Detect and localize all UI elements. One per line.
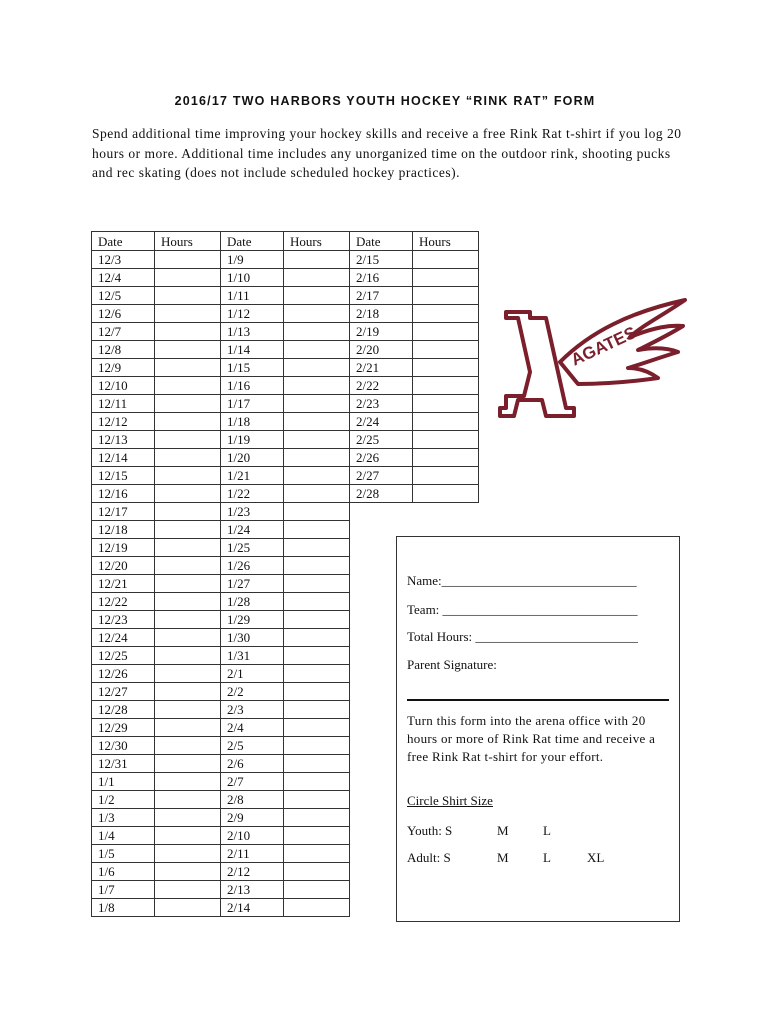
logo-text: AGATES (568, 322, 640, 370)
hours-cell[interactable] (155, 845, 221, 863)
date-cell: 1/28 (221, 593, 284, 611)
hours-cell[interactable] (284, 431, 350, 449)
hours-cell[interactable] (155, 575, 221, 593)
header-date-1: Date (92, 232, 155, 251)
hours-cell[interactable] (413, 341, 479, 359)
hours-cell[interactable] (155, 485, 221, 503)
date-cell: 12/20 (92, 557, 155, 575)
table-row (92, 449, 479, 467)
date-cell: 12/28 (92, 701, 155, 719)
table-header-row (92, 232, 479, 251)
date-cell: 1/13 (221, 323, 284, 341)
date-cell: 2/18 (350, 305, 413, 323)
date-cell: 1/10 (221, 269, 284, 287)
table-row (92, 413, 479, 431)
hours-cell[interactable] (284, 791, 350, 809)
table-row (92, 503, 479, 521)
date-cell: 1/8 (92, 899, 155, 917)
date-cell: 12/19 (92, 539, 155, 557)
hours-cell[interactable] (284, 341, 350, 359)
table-row (92, 377, 479, 395)
date-cell: 12/17 (92, 503, 155, 521)
date-cell: 1/31 (221, 647, 284, 665)
table-row (92, 323, 479, 341)
hours-cell[interactable] (284, 557, 350, 575)
hours-cell[interactable] (284, 647, 350, 665)
info-box (396, 536, 680, 922)
hours-cell[interactable] (284, 701, 350, 719)
hours-cell[interactable] (155, 899, 221, 917)
signature-line[interactable] (407, 699, 669, 701)
date-cell: 12/9 (92, 359, 155, 377)
hours-cell[interactable] (284, 305, 350, 323)
hours-cell[interactable] (155, 719, 221, 737)
hours-cell[interactable] (155, 647, 221, 665)
date-cell: 2/3 (221, 701, 284, 719)
date-cell: 1/7 (92, 881, 155, 899)
adult-size-xl[interactable]: XL (587, 850, 605, 865)
hours-cell[interactable] (155, 827, 221, 845)
date-cell: 2/26 (350, 449, 413, 467)
empty-cell (350, 503, 413, 521)
hours-cell[interactable] (155, 251, 221, 269)
date-cell: 2/15 (350, 251, 413, 269)
date-cell: 2/24 (350, 413, 413, 431)
adult-size-l[interactable]: L (543, 850, 551, 865)
hours-cell[interactable] (284, 413, 350, 431)
date-cell: 2/25 (350, 431, 413, 449)
date-cell: 1/21 (221, 467, 284, 485)
hours-cell[interactable] (155, 503, 221, 521)
hours-cell[interactable] (284, 377, 350, 395)
date-cell: 1/17 (221, 395, 284, 413)
date-cell: 1/18 (221, 413, 284, 431)
hours-cell[interactable] (284, 467, 350, 485)
hours-cell[interactable] (155, 683, 221, 701)
hours-cell[interactable] (155, 359, 221, 377)
hours-cell[interactable] (155, 467, 221, 485)
hours-cell[interactable] (284, 737, 350, 755)
table-row (92, 395, 479, 413)
date-cell: 12/24 (92, 629, 155, 647)
date-cell: 2/27 (350, 467, 413, 485)
date-cell: 2/9 (221, 809, 284, 827)
date-cell: 1/9 (221, 251, 284, 269)
date-cell: 2/12 (221, 863, 284, 881)
header-hours-1: Hours (155, 232, 221, 251)
hours-cell[interactable] (155, 593, 221, 611)
date-cell: 1/15 (221, 359, 284, 377)
hours-cell[interactable] (155, 701, 221, 719)
date-cell: 1/6 (92, 863, 155, 881)
hours-cell[interactable] (284, 683, 350, 701)
hours-cell[interactable] (284, 269, 350, 287)
date-cell: 2/28 (350, 485, 413, 503)
date-cell: 2/2 (221, 683, 284, 701)
hours-cell[interactable] (284, 503, 350, 521)
date-cell: 12/6 (92, 305, 155, 323)
hours-cell[interactable] (284, 629, 350, 647)
date-cell: 12/25 (92, 647, 155, 665)
hours-cell[interactable] (155, 665, 221, 683)
hours-cell[interactable] (413, 269, 479, 287)
table-row (92, 251, 479, 269)
hours-cell[interactable] (155, 395, 221, 413)
date-cell: 12/26 (92, 665, 155, 683)
hours-cell[interactable] (155, 791, 221, 809)
date-cell: 12/23 (92, 611, 155, 629)
table-row (92, 359, 479, 377)
total-hours-field[interactable]: Total Hours: _________________________ (407, 629, 638, 644)
hours-cell[interactable] (155, 755, 221, 773)
hours-cell[interactable] (155, 341, 221, 359)
date-cell: 12/14 (92, 449, 155, 467)
hours-cell[interactable] (155, 557, 221, 575)
hours-cell[interactable] (413, 287, 479, 305)
hours-cell[interactable] (155, 629, 221, 647)
date-cell: 2/19 (350, 323, 413, 341)
date-cell: 12/7 (92, 323, 155, 341)
agates-logo (490, 292, 690, 422)
date-cell: 12/10 (92, 377, 155, 395)
hours-cell[interactable] (413, 485, 479, 503)
hours-cell[interactable] (413, 359, 479, 377)
hours-cell[interactable] (413, 449, 479, 467)
team-field[interactable]: Team: ______________________________ (407, 602, 638, 617)
hours-cell[interactable] (155, 377, 221, 395)
date-cell: 12/27 (92, 683, 155, 701)
date-cell: 12/3 (92, 251, 155, 269)
youth-size-l[interactable]: L (543, 823, 551, 838)
date-cell: 12/29 (92, 719, 155, 737)
table-row (92, 467, 479, 485)
date-cell: 12/4 (92, 269, 155, 287)
date-cell: 1/16 (221, 377, 284, 395)
date-cell: 12/21 (92, 575, 155, 593)
hours-cell[interactable] (155, 773, 221, 791)
date-cell: 12/30 (92, 737, 155, 755)
hours-cell[interactable] (155, 809, 221, 827)
date-cell: 1/1 (92, 773, 155, 791)
hours-cell[interactable] (284, 611, 350, 629)
hours-cell[interactable] (284, 323, 350, 341)
date-cell: 2/13 (221, 881, 284, 899)
hours-cell[interactable] (284, 359, 350, 377)
hours-cell[interactable] (284, 809, 350, 827)
date-cell: 2/21 (350, 359, 413, 377)
date-cell: 1/23 (221, 503, 284, 521)
hours-cell[interactable] (155, 431, 221, 449)
date-cell: 1/5 (92, 845, 155, 863)
date-cell: 2/14 (221, 899, 284, 917)
intro-paragraph: Spend additional time improving your hockey skills and receive a free Rink Rat t-shirt if you log 20 hours or more. Additional time includes any unorganized time on the outdoor rink, shooting pucks and rec skating (does not include scheduled hockey practices). (92, 126, 682, 180)
hours-cell[interactable] (284, 899, 350, 917)
hours-cell[interactable] (413, 377, 479, 395)
date-cell: 12/22 (92, 593, 155, 611)
hours-cell[interactable] (284, 539, 350, 557)
date-cell: 12/13 (92, 431, 155, 449)
adult-label: Adult: S (407, 850, 451, 865)
hours-cell[interactable] (413, 395, 479, 413)
hours-cell[interactable] (284, 251, 350, 269)
date-cell: 12/5 (92, 287, 155, 305)
date-cell: 2/6 (221, 755, 284, 773)
hours-cell[interactable] (155, 863, 221, 881)
hours-cell[interactable] (284, 665, 350, 683)
instructions-note: Turn this form into the arena office with 20 hours or more of Rink Rat time and receive a free Rink Rat t-shirt for your effort. (407, 713, 656, 764)
date-cell: 2/5 (221, 737, 284, 755)
hours-cell[interactable] (155, 521, 221, 539)
hours-cell[interactable] (413, 431, 479, 449)
date-cell: 1/14 (221, 341, 284, 359)
hours-cell[interactable] (284, 755, 350, 773)
date-cell: 2/1 (221, 665, 284, 683)
date-cell: 2/7 (221, 773, 284, 791)
date-cell: 2/22 (350, 377, 413, 395)
hours-cell[interactable] (155, 449, 221, 467)
date-cell: 2/10 (221, 827, 284, 845)
table-row (92, 431, 479, 449)
date-cell: 1/2 (92, 791, 155, 809)
hours-cell[interactable] (284, 863, 350, 881)
hours-cell[interactable] (155, 323, 221, 341)
hours-cell[interactable] (413, 305, 479, 323)
date-cell: 2/23 (350, 395, 413, 413)
hours-cell[interactable] (284, 449, 350, 467)
hours-cell[interactable] (284, 485, 350, 503)
table-row (92, 485, 479, 503)
hours-cell[interactable] (413, 467, 479, 485)
hours-cell[interactable] (284, 521, 350, 539)
hours-cell[interactable] (413, 413, 479, 431)
hours-cell[interactable] (284, 287, 350, 305)
hours-cell[interactable] (284, 719, 350, 737)
hours-cell[interactable] (413, 323, 479, 341)
hours-cell[interactable] (155, 287, 221, 305)
hours-cell[interactable] (155, 539, 221, 557)
hours-cell[interactable] (284, 827, 350, 845)
hours-cell[interactable] (155, 881, 221, 899)
table-row (92, 305, 479, 323)
parent-signature-label: Parent Signature: (407, 657, 497, 672)
hours-cell[interactable] (284, 575, 350, 593)
table-row (92, 287, 479, 305)
shirt-size-heading: Circle Shirt Size (407, 793, 493, 808)
date-cell: 2/16 (350, 269, 413, 287)
date-cell: 2/11 (221, 845, 284, 863)
date-cell: 12/18 (92, 521, 155, 539)
hours-cell[interactable] (155, 737, 221, 755)
hours-cell[interactable] (284, 773, 350, 791)
header-date-3: Date (350, 232, 413, 251)
date-cell: 1/26 (221, 557, 284, 575)
date-cell: 1/3 (92, 809, 155, 827)
date-cell: 1/29 (221, 611, 284, 629)
hours-cell[interactable] (155, 413, 221, 431)
date-cell: 12/12 (92, 413, 155, 431)
hours-cell[interactable] (284, 395, 350, 413)
hours-cell[interactable] (284, 845, 350, 863)
hours-cell[interactable] (284, 593, 350, 611)
table-row (92, 269, 479, 287)
date-cell: 12/15 (92, 467, 155, 485)
hours-cell[interactable] (413, 251, 479, 269)
hours-cell[interactable] (284, 881, 350, 899)
adult-size-m[interactable]: M (497, 850, 509, 865)
date-cell: 1/25 (221, 539, 284, 557)
header-hours-3: Hours (413, 232, 479, 251)
youth-size-m[interactable]: M (497, 823, 509, 838)
date-cell: 1/30 (221, 629, 284, 647)
date-cell: 1/27 (221, 575, 284, 593)
date-cell: 1/12 (221, 305, 284, 323)
date-cell: 1/22 (221, 485, 284, 503)
date-cell: 2/8 (221, 791, 284, 809)
date-cell: 2/4 (221, 719, 284, 737)
date-cell: 12/31 (92, 755, 155, 773)
form-title: 2016/17 TWO HARBORS YOUTH HOCKEY “RINK RAT” FORM (174, 94, 596, 108)
hours-cell[interactable] (155, 611, 221, 629)
date-cell: 1/20 (221, 449, 284, 467)
name-field[interactable]: Name:______________________________ (407, 573, 637, 588)
date-cell: 1/4 (92, 827, 155, 845)
date-cell: 12/8 (92, 341, 155, 359)
date-cell: 1/11 (221, 287, 284, 305)
youth-label: Youth: S (407, 823, 453, 838)
empty-cell (413, 503, 479, 521)
hours-cell[interactable] (155, 269, 221, 287)
header-date-2: Date (221, 232, 284, 251)
hours-cell[interactable] (155, 305, 221, 323)
date-cell: 12/16 (92, 485, 155, 503)
date-cell: 2/17 (350, 287, 413, 305)
date-cell: 1/19 (221, 431, 284, 449)
date-cell: 2/20 (350, 341, 413, 359)
date-cell: 12/11 (92, 395, 155, 413)
date-cell: 1/24 (221, 521, 284, 539)
header-hours-2: Hours (284, 232, 350, 251)
table-row (92, 341, 479, 359)
